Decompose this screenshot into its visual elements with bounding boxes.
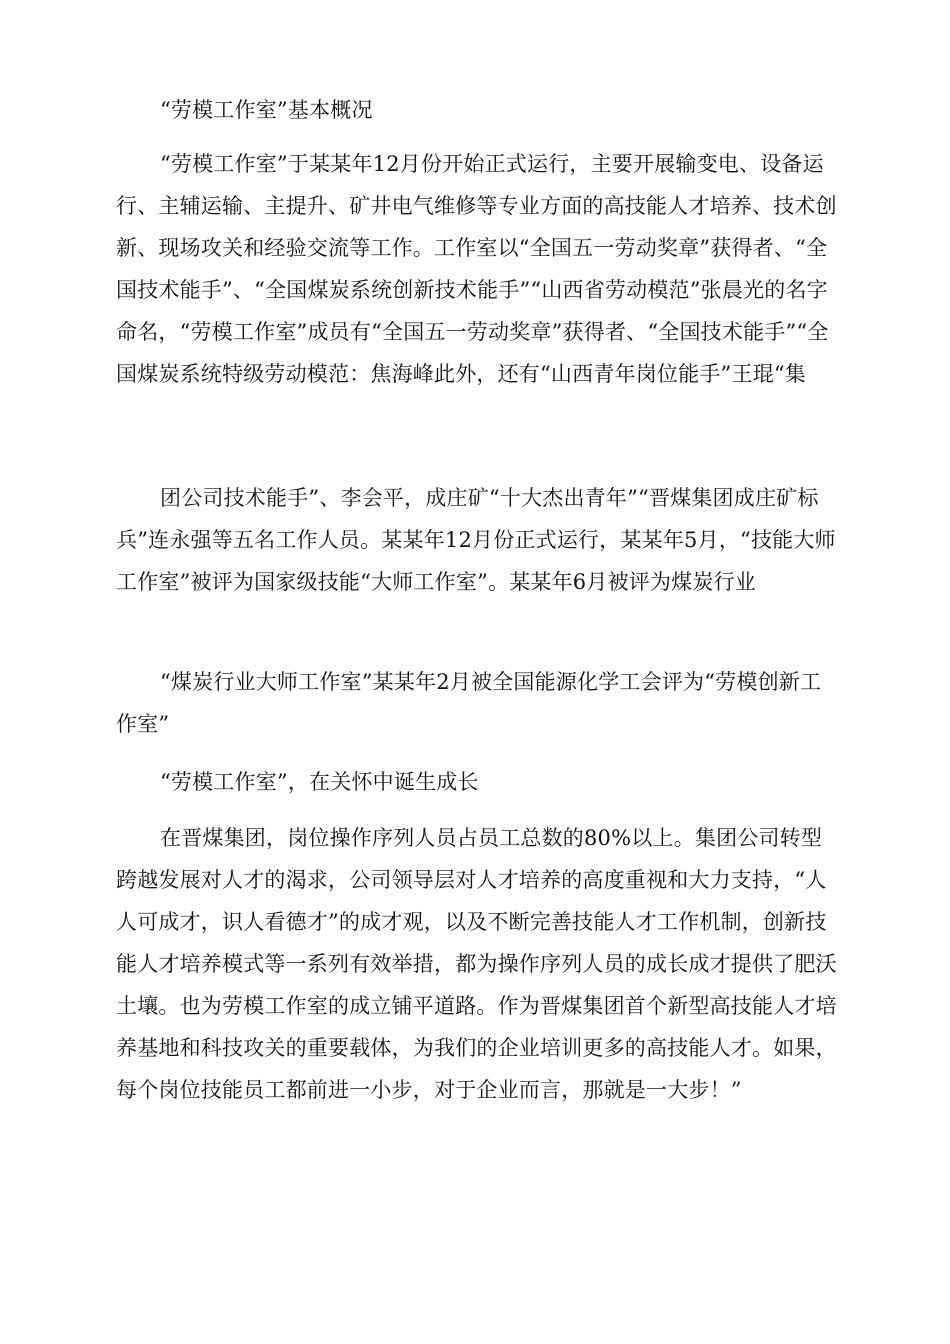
- section-heading: “劳模工作室”，在关怀中诞生成长: [160, 770, 479, 794]
- paragraph-studio-overview: “劳模工作室”于某某年12月份开始正式运行，主要开展输变电、设备运行、主辅运输、主提升、矿井电气维修等专业方面的高技能人才培养、技术创新、现场攻关和经验交流等工作。工作室以“全国五一劳动奖章”获得者、“全国技术能手”、“全国煤炭系统创新技术能手”“山西省劳动模范”张晨光的名字命名，“劳模工作室”成员有“全国五一劳动奖章”获得者、“全国技术能手”“全国煤炭系统特级劳动模范：焦海峰此外，还有“山西青年岗位能手”王琨“集: [116, 152, 837, 386]
- document-title: “劳模工作室”基本概况: [160, 98, 373, 122]
- paragraph-studio-members: 团公司技术能手”、李会平，成庄矿“十大杰出青年”“晋煤集团成庄矿标兵”连永强等五名工作人员。某某年12月份正式运行，某某年5月，“技能大师工作室”被评为国家级技能“大师工作室”。某某年6月被评为煤炭行业: [116, 486, 836, 594]
- paragraph-studio-award: “煤炭行业大师工作室”某某年2月被全国能源化学工会评为“劳模创新工作室”: [116, 670, 822, 736]
- paragraph-talent-development: 在晋煤集团，岗位操作序列人员占员工总数的80%以上。集团公司转型跨越发展对人才的渴求，公司领导层对人才培养的高度重视和大力支持，“人人可成才，识人看德才”的成才观，以及不断完善技能人才工作机制，创新技能人才培养模式等一系列有效举措，都为操作序列人员的成长成才提供了肥沃土壤。也为劳模工作室的成立铺平道路。作为晋煤集团首个新型高技能人才培养基地和科技攻关的重要载体，为我们的企业培训更多的高技能人才。如果，每个岗位技能员工都前进一小步，对于企业而言，那就是一大步！”: [116, 826, 837, 1102]
